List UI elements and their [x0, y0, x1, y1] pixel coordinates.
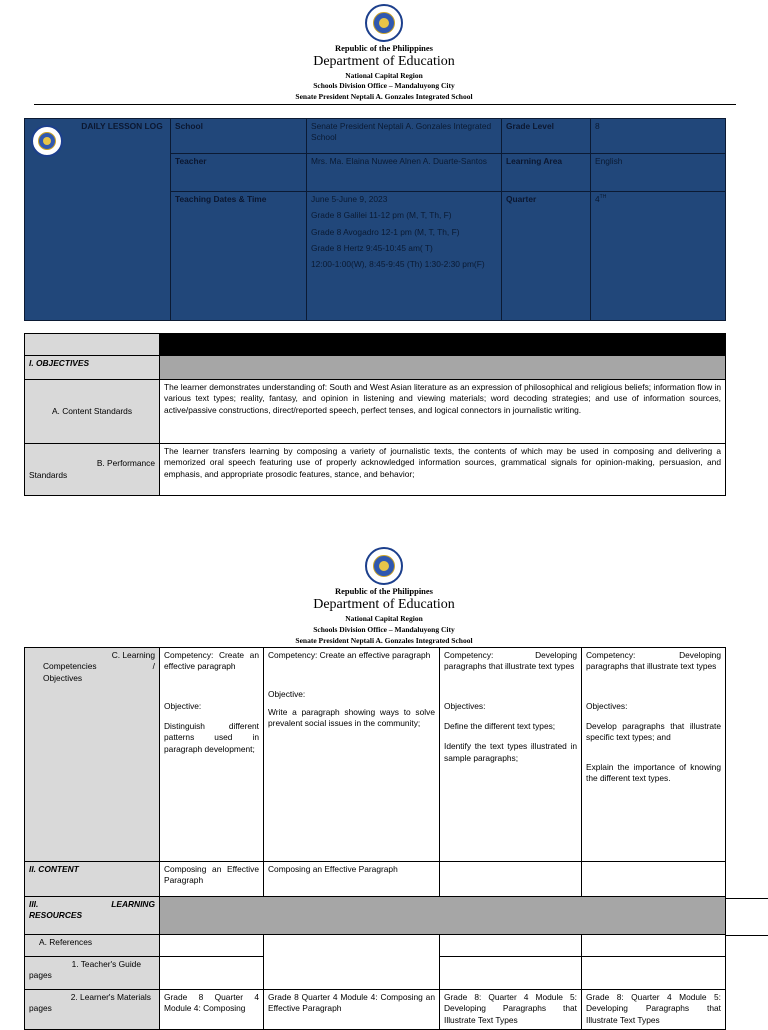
day1-references	[160, 935, 264, 957]
day4-teachers-guide	[582, 957, 726, 990]
quarter-label: Quarter	[502, 192, 591, 321]
resources-heading-fill	[160, 897, 726, 935]
day1-teachers-guide	[160, 957, 264, 990]
region-line: National Capital Region	[345, 614, 423, 623]
log-title-cell	[25, 119, 171, 321]
department-title: Department of Education	[313, 54, 455, 69]
day1-content: Composing an Effective Paragraph	[160, 862, 264, 897]
learning-area-label: Learning Area	[502, 154, 591, 192]
day4-competency-cell: Competency: Developing paragraphs that illustrate text types Objectives: Develop paragraphs that illustrate specific text types; and Explain the importance of knowing the different text types.	[582, 648, 726, 862]
dates-line: Grade 8 Galilei 11-12 pm (M, T, Th, F)	[311, 210, 452, 221]
teaching-dates-label: Teaching Dates & Time	[171, 192, 307, 321]
log-title: DAILY LESSON LOG	[81, 121, 163, 131]
content-standards-label: A. Content Standards	[25, 380, 160, 444]
header-rule	[34, 104, 736, 105]
objectives-table	[24, 333, 726, 496]
republic-line: Republic of the Philippines	[334, 43, 433, 53]
day2-content: Composing an Effective Paragraph	[264, 862, 440, 897]
lesson-info-table	[24, 118, 726, 321]
dates-line: June 5-June 9, 2023	[311, 194, 388, 204]
performance-standards-text: The learner transfers learning by composing a variety of journalistic texts, the contents of which may be used in composing and delivering a memorized oral speech featuring use of properly acknowledged information sources, grammatical signals for opinion-making, persuasion, and emphasis, and appropriate prosodic features, stance, and behavior;	[160, 444, 726, 496]
division-line: Schools Division Office – Mandaluyong City	[313, 81, 455, 90]
grade-level-label: Grade Level	[502, 119, 591, 154]
school-value: Senate President Neptali A. Gonzales Integrated School	[307, 119, 502, 154]
department-title: Department of Education	[313, 597, 455, 612]
day3-teachers-guide	[440, 957, 582, 990]
day2-references	[264, 935, 440, 990]
republic-line: Republic of the Philippines	[334, 586, 433, 596]
teacher-value: Mrs. Ma. Elaina Nuwee Alnen A. Duarte-Santos	[307, 154, 502, 192]
objectives-corner-cell	[25, 334, 160, 356]
school-line: Senate President Neptali A. Gonzales Integrated School	[295, 92, 473, 101]
objectives-heading-fill	[160, 356, 726, 380]
dates-line: Grade 8 Hertz 9:45-10:45 am( T)	[311, 243, 433, 254]
day3-content	[440, 862, 582, 897]
day1-competency-cell: Competency: Create an effective paragraph Objective: Distinguish different patterns used in paragraph development;	[160, 648, 264, 862]
dates-line: 12:00-1:00(W), 8:45-9:45 (Th) 1:30-2:30 pm(F)	[311, 259, 485, 270]
performance-standards-label: B. Performance Standards	[25, 444, 160, 496]
day4-learners-materials: Grade 8: Quarter 4 Module 5: Developing Paragraphs that Illustrate Text Types	[582, 990, 726, 1030]
deped-seal-small-icon	[31, 125, 63, 157]
teaching-dates-value	[307, 192, 502, 321]
day4-references	[582, 935, 726, 957]
grade-level-value: 8	[591, 119, 726, 154]
resources-heading: III. LEARNING RESOURCES	[25, 897, 160, 935]
content-standards-text: The learner demonstrates understanding of: South and West Asian literature as an expression of philosophical and religious beliefs; information flow in various text types; reality, fantasy, and opinion in listening and viewing materials; word decoding strategies; and use of information sources, active/passive constructions, direct/reported speech, perfect tenses, and logical connectors in journalistic writing.	[160, 380, 726, 444]
deped-seal-icon	[365, 547, 403, 585]
day1-learners-materials: Grade 8 Quarter 4 Module 4: Composing	[160, 990, 264, 1030]
content-heading: II. CONTENT	[25, 862, 160, 897]
day4-content	[582, 862, 726, 897]
table-overflow-rule	[725, 898, 768, 899]
day3-learners-materials: Grade 8: Quarter 4 Module 5: Developing Paragraphs that Illustrate Text Types	[440, 990, 582, 1030]
day3-references	[440, 935, 582, 957]
day3-competency-cell: Competency: Developing paragraphs that illustrate text types Objectives: Define the different text types; Identify the text types illustrated in sample paragraphs;	[440, 648, 582, 862]
day-header-bar	[160, 334, 726, 356]
objectives-heading: I. OBJECTIVES	[25, 356, 160, 380]
school-line: Senate President Neptali A. Gonzales Integrated School	[295, 636, 473, 645]
deped-seal-icon	[365, 4, 403, 42]
references-label: A. References	[25, 935, 160, 957]
learners-materials-label: 2. Learner's Materials pages	[25, 990, 160, 1030]
competencies-table	[24, 647, 726, 1030]
region-line: National Capital Region	[345, 71, 423, 80]
table-overflow-rule	[725, 935, 768, 936]
competencies-label: C. Learning Competencies / Objectives	[25, 648, 160, 862]
learning-area-value: English	[591, 154, 726, 192]
day2-competency-cell: Competency: Create an effective paragraph Objective: Write a paragraph showing ways to solve prevalent social issues in the community;	[264, 648, 440, 862]
dates-line: Grade 8 Avogadro 12-1 pm (M, T, Th, F)	[311, 226, 460, 237]
teachers-guide-label: 1. Teacher's Guide pages	[25, 957, 160, 990]
day2-learners-materials: Grade 8 Quarter 4 Module 4: Composing an Effective Paragraph	[264, 990, 440, 1030]
teacher-label: Teacher	[171, 154, 307, 192]
quarter-value: 4TH	[591, 192, 726, 321]
division-line: Schools Division Office – Mandaluyong City	[313, 625, 455, 634]
school-label: School	[171, 119, 307, 154]
